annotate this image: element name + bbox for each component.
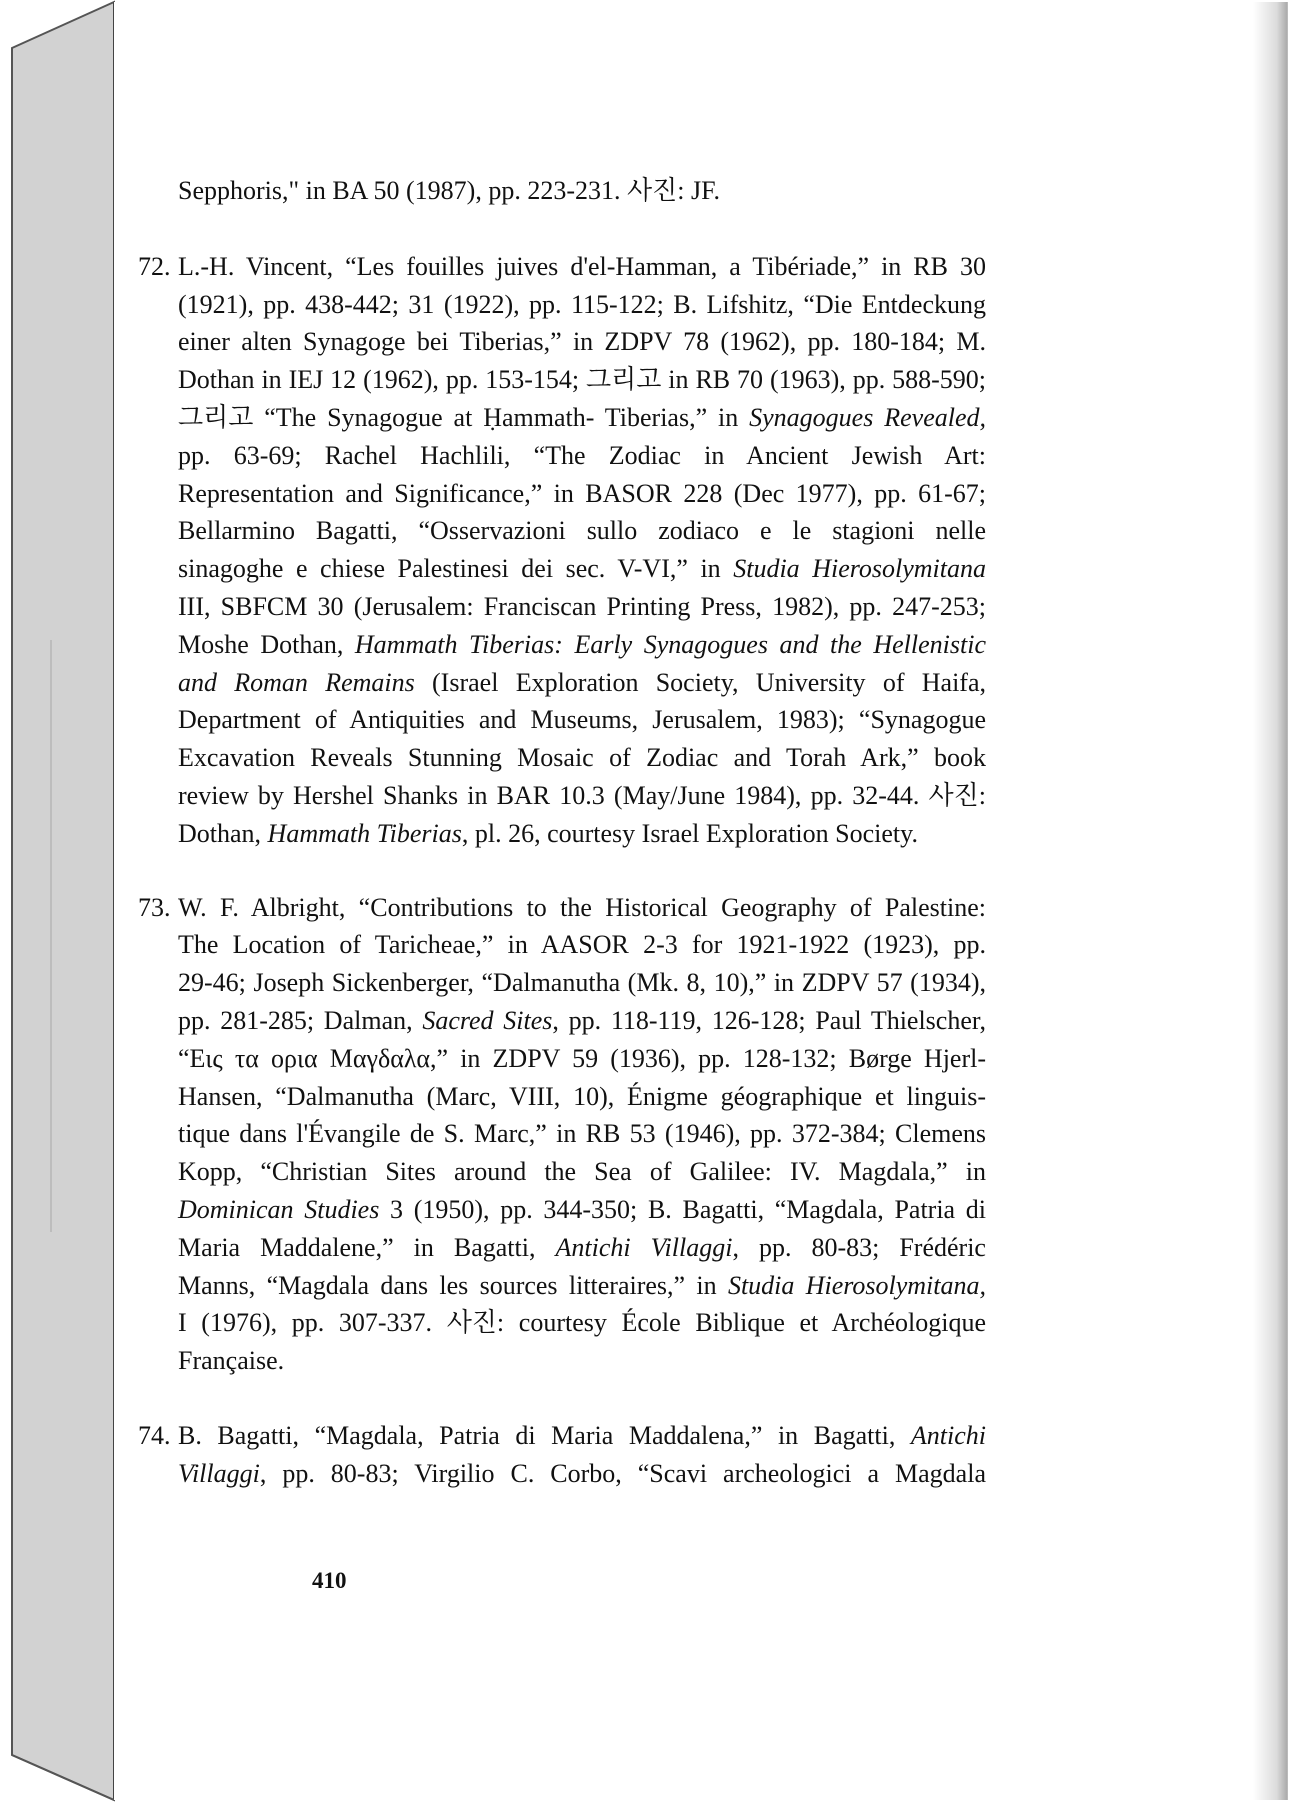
text-line: tique dans l'Évangile de S. Marc,” in RB 53 (1946), pp. 372-384; Clemens — [178, 1119, 986, 1149]
text-line: pp. 63-69; Rachel Hachlili, “The Zodiac in Ancient Jewish Art: — [178, 440, 986, 470]
text-line: “Εις τα ορια Μαγδαλα,” in ZDPV 59 (1936), pp. 128-132; Børge Hjerl- — [178, 1043, 986, 1073]
text-line: Moshe Dothan, Hammath Tiberias: Early Synagogues and the Hellenistic — [178, 629, 986, 659]
text-line: Dothan in IEJ 12 (1962), pp. 153-154; 그리고 in RB 70 (1963), pp. 588-590; — [178, 365, 986, 395]
footnote-number: 73. — [138, 892, 171, 922]
text-line: Representation and Significance,” in BASOR 228 (Dec 1977), pp. 61-67; — [178, 478, 986, 508]
text-line: and Roman Remains (Israel Exploration Society, University of Haifa, — [178, 667, 986, 697]
text-line: Maria Maddalene,” in Bagatti, Antichi Villaggi, pp. 80-83; Frédéric — [178, 1232, 986, 1262]
page-edge-shadow — [1253, 2, 1287, 1800]
text-line: W. F. Albright, “Contributions to the Historical Geography of Palestine: — [178, 892, 986, 922]
text-line: L.-H. Vincent, “Les fouilles juives d'el-Hamman, a Tibériade,” in RB 30 — [178, 251, 986, 281]
text-line: Villaggi, pp. 80-83; Virgilio C. Corbo, “Scavi archeologici a Magdala — [178, 1458, 986, 1488]
text-line: Department of Antiquities and Museums, Jerusalem, 1983); “Synagogue — [178, 705, 986, 735]
text-line: Dominican Studies 3 (1950), pp. 344-350; B. Bagatti, “Magdala, Patria di — [178, 1194, 986, 1224]
intro-continuation — [178, 172, 986, 210]
text-line: Bellarmino Bagatti, “Osservazioni sullo zodiaco e le stagioni nelle — [178, 516, 986, 546]
text-line: Excavation Reveals Stunning Mosaic of Zodiac and Torah Ark,” book — [178, 743, 986, 773]
text-line: 그리고 “The Synagogue at Ḥammath- Tiberias,” in Synagogues Revealed, — [178, 402, 986, 432]
page-number: 410 — [312, 1568, 347, 1593]
footnote-73 — [138, 889, 986, 1380]
text-line: pp. 281-285; Dalman, Sacred Sites, pp. 118-119, 126-128; Paul Thielscher, — [178, 1005, 986, 1035]
footnote-74 — [138, 1417, 986, 1493]
text-line: Hansen, “Dalmanutha (Marc, VIII, 10), Énigme géographique et linguis- — [178, 1081, 986, 1111]
footnotes-body — [138, 172, 987, 1493]
footnote-number: 74. — [138, 1420, 171, 1450]
text-line: Kopp, “Christian Sites around the Sea of Galilee: IV. Magdala,” in — [178, 1157, 986, 1187]
text-line: B. Bagatti, “Magdala, Patria di Maria Maddalena,” in Bagatti, Antichi — [178, 1420, 986, 1450]
text-line: III, SBFCM 30 (Jerusalem: Franciscan Printing Press, 1982), pp. 247-253; — [178, 591, 986, 621]
text-line: Manns, “Magdala dans les sources litteraires,” in Studia Hierosolymitana, — [178, 1270, 986, 1300]
text-line: The Location of Taricheae,” in AASOR 2-3 for 1921-1922 (1923), pp. — [178, 930, 986, 960]
text-line: I (1976), pp. 307-337. 사진: courtesy École Biblique et Archéologique — [178, 1308, 986, 1338]
text-line: (1921), pp. 438-442; 31 (1922), pp. 115-122; B. Lifshitz, “Die Entdeckung — [178, 289, 986, 319]
text-line: Sepphoris," in BA 50 (1987), pp. 223-231. 사진: JF. — [178, 176, 720, 205]
text-line: sinagoghe e chiese Palestinesi dei sec. V-VI,” in Studia Hierosolymitana — [178, 554, 987, 584]
footnote-72 — [138, 248, 987, 853]
text-line: review by Hershel Shanks in BAR 10.3 (May/June 1984), pp. 32-44. 사진: — [178, 780, 986, 810]
text-line: Française. — [178, 1346, 285, 1376]
text-line: Dothan, Hammath Tiberias, pl. 26, courtesy Israel Exploration Society. — [178, 818, 918, 848]
footnote-number: 72. — [138, 251, 171, 281]
text-line: 29-46; Joseph Sickenberger, “Dalmanutha (Mk. 8, 10),” in ZDPV 57 (1934), — [178, 968, 986, 998]
text-line: einer alten Synagoge bei Tiberias,” in ZDPV 78 (1962), pp. 180-184; M. — [178, 327, 986, 357]
